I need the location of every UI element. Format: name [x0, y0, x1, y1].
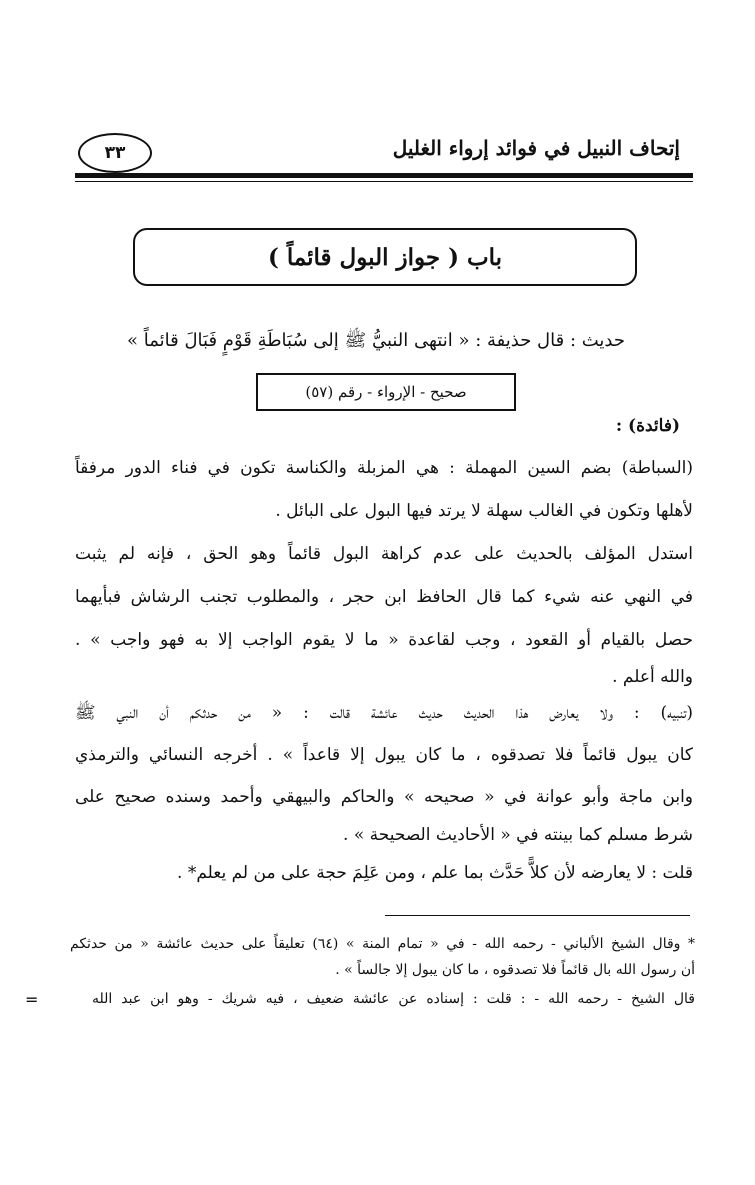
footnote-line: قال الشيخ - رحمه الله - : قلت : إسناده عن عائشة ضعيف ، فيه شريك - وهو ابن عبد الله	[92, 991, 695, 1007]
body-line: استدل المؤلف بالحديث على عدم كراهة البول قائماً وهو الحق ، فإنه لم يثبت	[75, 544, 693, 564]
hadith-grade-box	[256, 373, 516, 411]
page-number-badge: ٣٣	[78, 133, 152, 173]
body-line: في النهي عنه شيء كما قال الحافظ ابن حجر ، والمطلوب تجنب الرشاش فبأيهما	[75, 587, 693, 607]
hadith-grade: صحيح - الإرواء - رقم (٥٧)	[305, 383, 467, 401]
body-line: شرط مسلم كما بينته في « الأحاديث الصحيحة » .	[343, 825, 693, 845]
header-rule-thin	[75, 181, 693, 182]
footnote-line: أن رسول الله بال قائماً فلا تصدقوه ، ما كان يبول إلا جالساً » .	[335, 962, 695, 978]
body-line: وابن ماجة وأبو عوانة في « صحيحه » والحاكم والبيهقي وأحمد وسنده صحيح على	[75, 787, 693, 807]
chapter-title-box	[133, 228, 637, 286]
faida-label: (فائدة) :	[615, 416, 680, 436]
header-rule-thick	[75, 173, 693, 178]
body-line: (السباطة) بضم السين المهملة : هي المزبلة والكناسة تكون في فناء الدور مرفقاً	[75, 458, 693, 478]
body-line: حصل بالقيام أو القعود ، وجب لقاعدة « ما لا يقوم الواجب إلا به فهو واجب » .	[75, 630, 693, 650]
hadith-text: حديث : قال حذيفة : « انتهى النبيُّ ﷺ إلى سُبَاطَةِ قَوْمٍ فَبَالَ قائماً »	[127, 330, 625, 351]
body-line: والله أعلم .	[612, 667, 693, 687]
chapter-title: باب ( جواز البول قائماً )	[267, 243, 503, 271]
running-header-title: إتحاف النبيل في فوائد إرواء الغليل	[392, 136, 680, 160]
body-line: (تنبيه) : ولا يعارض هذا الحديث حديث عائشة قالت : « من حدثكم أن النبي ﷺ	[75, 703, 693, 723]
body-line: قلت : لا يعارضه لأن كلاًّ حَدَّث بما علم ، ومن عَلِمَ حجة على من لم يعلم* .	[177, 863, 693, 883]
footnote-continuation-mark: =	[25, 990, 39, 1009]
footnote-separator	[385, 915, 690, 916]
footnote-line: * وقال الشيخ الألباني - رحمه الله - في « تمام المنة » (٦٤) تعليقاً على حديث عائشة « من حدثكم	[70, 936, 695, 952]
body-line: كان يبول قائماً فلا تصدقوه ، ما كان يبول إلا قاعداً » . أخرجه النسائي والترمذي	[75, 745, 693, 765]
body-line: لأهلها وتكون في الغالب سهلة لا يرتد فيها البول على البائل .	[275, 501, 693, 521]
